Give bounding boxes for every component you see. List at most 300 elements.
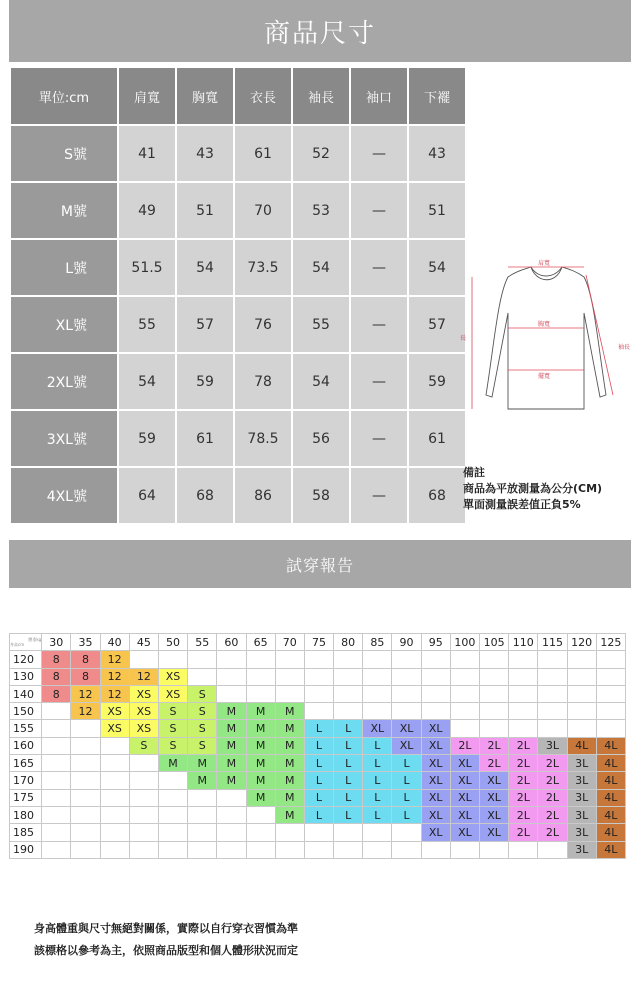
size-label: 3XL號: [10, 410, 118, 467]
measurement-cell: 43: [408, 125, 466, 182]
size-label: 2XL號: [10, 353, 118, 410]
measurement-cell: 54: [176, 239, 234, 296]
weight-header: 100: [450, 634, 479, 651]
fit-cell: M: [246, 772, 275, 789]
fit-cell: [363, 651, 392, 668]
fit-cell: 2L: [538, 772, 567, 789]
fit-row: [10, 737, 626, 754]
fit-cell: [246, 668, 275, 685]
fit-cell: [304, 668, 333, 685]
column-header: 袖口: [350, 67, 408, 125]
fit-cell: [246, 685, 275, 702]
fit-cell: XS: [158, 685, 187, 702]
fit-cell: M: [275, 789, 304, 806]
column-header: 下襬: [408, 67, 466, 125]
fit-cell: [538, 720, 567, 737]
fit-cell: [538, 703, 567, 720]
fit-cell: 2L: [509, 772, 538, 789]
fit-cell: XL: [450, 789, 479, 806]
fit-cell: 4L: [567, 737, 596, 754]
fit-row: [10, 651, 626, 668]
measurement-cell: 70: [234, 182, 292, 239]
fit-cell: S: [158, 720, 187, 737]
fit-cell: 3L: [567, 806, 596, 823]
fit-cell: [596, 685, 625, 702]
height-label: 165: [10, 755, 42, 772]
measurement-cell: 43: [176, 125, 234, 182]
fit-cell: [217, 806, 246, 823]
section-title-size: 商品尺寸: [9, 0, 631, 62]
measurement-cell: 57: [408, 296, 466, 353]
fit-cell: [480, 685, 509, 702]
fit-cell: [158, 651, 187, 668]
fit-cell: [217, 651, 246, 668]
fit-cell: [42, 703, 71, 720]
weight-header: 125: [596, 634, 625, 651]
weight-header: 90: [392, 634, 421, 651]
fit-cell: [421, 685, 450, 702]
fit-cell: L: [334, 789, 363, 806]
fit-cell: M: [217, 720, 246, 737]
fit-cell: XS: [100, 703, 129, 720]
fit-cell: 4L: [596, 806, 625, 823]
fit-cell: [363, 824, 392, 841]
height-label: 180: [10, 806, 42, 823]
fit-cell: M: [217, 737, 246, 754]
fit-cell: 2L: [450, 737, 479, 754]
fit-cell: XL: [480, 824, 509, 841]
fit-cell: L: [334, 806, 363, 823]
fit-cell: [509, 720, 538, 737]
fit-cell: [480, 720, 509, 737]
fit-cell: XL: [480, 789, 509, 806]
unit-header: 單位:cm: [10, 67, 118, 125]
fit-cell: [100, 789, 129, 806]
fit-cell: [246, 651, 275, 668]
fit-cell: [129, 841, 158, 858]
fit-cell: [304, 824, 333, 841]
fit-cell: XL: [480, 806, 509, 823]
fit-cell: 2L: [538, 755, 567, 772]
fit-cell: [71, 789, 100, 806]
fit-cell: [158, 772, 187, 789]
fit-cell: M: [275, 720, 304, 737]
fit-cell: XL: [421, 720, 450, 737]
fit-cell: [129, 651, 158, 668]
fit-cell: L: [392, 772, 421, 789]
fit-cell: 3L: [567, 824, 596, 841]
fit-cell: L: [363, 772, 392, 789]
measurement-cell: 61: [234, 125, 292, 182]
size-row: [10, 467, 466, 524]
measurement-cell: 56: [292, 410, 350, 467]
fit-row: [10, 720, 626, 737]
fit-cell: [275, 685, 304, 702]
measurement-cell: 51: [176, 182, 234, 239]
fit-cell: 8: [42, 685, 71, 702]
measurement-cell: 61: [176, 410, 234, 467]
fit-chart: [9, 633, 626, 859]
measurement-cell: 55: [118, 296, 176, 353]
fit-cell: [509, 841, 538, 858]
fit-cell: M: [246, 737, 275, 754]
fit-cell: [304, 651, 333, 668]
fit-cell: [217, 824, 246, 841]
fit-cell: [392, 685, 421, 702]
weight-header: 30: [42, 634, 71, 651]
fit-cell: [188, 668, 217, 685]
fit-cell: XS: [158, 668, 187, 685]
fit-cell: [246, 824, 275, 841]
fit-cell: L: [304, 737, 333, 754]
fit-cell: XL: [421, 772, 450, 789]
fit-cell: [334, 841, 363, 858]
fit-cell: [275, 668, 304, 685]
measurement-cell: 51.5: [118, 239, 176, 296]
diagram-label-shoulder: 肩寬: [538, 260, 551, 267]
measurement-cell: 57: [176, 296, 234, 353]
fit-cell: [275, 824, 304, 841]
fit-cell: [129, 824, 158, 841]
height-label: 190: [10, 841, 42, 858]
height-label: 175: [10, 789, 42, 806]
size-label: S號: [10, 125, 118, 182]
weight-header: 65: [246, 634, 275, 651]
fit-cell: [450, 703, 479, 720]
notes-line-2: 單面測量誤差值正負5%: [463, 498, 581, 511]
fit-cell: [188, 841, 217, 858]
fit-cell: [275, 841, 304, 858]
corner-height-label: 身高cm: [10, 642, 25, 648]
size-row: [10, 410, 466, 467]
weight-header: 120: [567, 634, 596, 651]
weight-header: 55: [188, 634, 217, 651]
weight-header: 80: [334, 634, 363, 651]
footnote-1: 身高體重與尺寸無絕對關係，實際以自行穿衣習慣為準: [34, 922, 298, 935]
measurement-cell: 61: [408, 410, 466, 467]
fit-cell: XL: [421, 789, 450, 806]
measurement-cell: 54: [408, 239, 466, 296]
fit-cell: XL: [392, 737, 421, 754]
weight-header: 50: [158, 634, 187, 651]
fit-cell: XL: [363, 720, 392, 737]
fit-cell: M: [158, 755, 187, 772]
fit-cell: M: [246, 720, 275, 737]
fit-cell: [567, 720, 596, 737]
fit-row: [10, 824, 626, 841]
fit-cell: [450, 720, 479, 737]
weight-header: 45: [129, 634, 158, 651]
fit-cell: [71, 720, 100, 737]
measurement-cell: —: [350, 296, 408, 353]
weight-header: 110: [509, 634, 538, 651]
fit-cell: [217, 841, 246, 858]
fit-cell: [480, 703, 509, 720]
fit-cell: [480, 651, 509, 668]
height-label: 140: [10, 685, 42, 702]
fit-cell: 3L: [567, 772, 596, 789]
weight-header: 85: [363, 634, 392, 651]
fit-cell: M: [246, 703, 275, 720]
fit-cell: L: [363, 806, 392, 823]
fit-cell: XL: [421, 824, 450, 841]
fit-cell: [100, 737, 129, 754]
fit-cell: [334, 685, 363, 702]
fit-cell: [450, 651, 479, 668]
fit-cell: [567, 703, 596, 720]
fit-cell: L: [304, 806, 333, 823]
fit-cell: [304, 841, 333, 858]
fit-cell: L: [304, 789, 333, 806]
fit-row: [10, 755, 626, 772]
fit-cell: [392, 703, 421, 720]
fit-cell: 12: [100, 668, 129, 685]
fit-cell: [538, 841, 567, 858]
fit-cell: [421, 651, 450, 668]
fit-cell: [42, 841, 71, 858]
weight-header: 115: [538, 634, 567, 651]
measurement-cell: —: [350, 353, 408, 410]
measurement-cell: 59: [408, 353, 466, 410]
fit-cell: [538, 668, 567, 685]
fit-cell: S: [188, 737, 217, 754]
fit-corner: [10, 634, 42, 651]
fit-cell: 4L: [596, 737, 625, 754]
fit-cell: L: [392, 789, 421, 806]
diagram-label-chest: 胸寬: [538, 321, 551, 328]
fit-row: [10, 668, 626, 685]
fit-cell: [129, 755, 158, 772]
fit-cell: [596, 720, 625, 737]
notes-line-1: 商品為平放測量為公分(CM): [463, 482, 603, 495]
fit-cell: XL: [480, 772, 509, 789]
measurement-cell: —: [350, 182, 408, 239]
fit-cell: [71, 806, 100, 823]
measurement-cell: —: [350, 239, 408, 296]
column-header: 袖長: [292, 67, 350, 125]
corner-weight-label: 體重kg: [28, 637, 42, 643]
fit-cell: L: [334, 772, 363, 789]
fit-cell: [42, 806, 71, 823]
fit-cell: M: [275, 755, 304, 772]
fit-cell: [480, 668, 509, 685]
weight-header: 70: [275, 634, 304, 651]
size-label: L號: [10, 239, 118, 296]
height-label: 130: [10, 668, 42, 685]
fit-cell: [188, 789, 217, 806]
fit-cell: L: [363, 737, 392, 754]
measurement-cell: 64: [118, 467, 176, 524]
shirt-outline: [486, 267, 606, 409]
fit-cell: [217, 789, 246, 806]
fit-cell: S: [188, 703, 217, 720]
fit-cell: [567, 668, 596, 685]
fit-cell: 2L: [538, 806, 567, 823]
fit-cell: 2L: [538, 789, 567, 806]
fit-cell: XL: [450, 755, 479, 772]
measurement-cell: 41: [118, 125, 176, 182]
measurement-cell: —: [350, 125, 408, 182]
fit-cell: [71, 824, 100, 841]
height-label: 160: [10, 737, 42, 754]
fit-cell: [42, 737, 71, 754]
fit-cell: [538, 685, 567, 702]
fit-cell: XL: [450, 806, 479, 823]
measurement-cell: 53: [292, 182, 350, 239]
fit-cell: S: [129, 737, 158, 754]
measurement-cell: 59: [118, 410, 176, 467]
fit-cell: [450, 685, 479, 702]
column-header: 肩寬: [118, 67, 176, 125]
fit-row: [10, 772, 626, 789]
fit-cell: S: [158, 737, 187, 754]
fit-cell: L: [392, 755, 421, 772]
fit-cell: 3L: [567, 789, 596, 806]
fit-cell: M: [217, 703, 246, 720]
size-label: XL號: [10, 296, 118, 353]
size-row: [10, 125, 466, 182]
garment-diagram: [458, 195, 636, 435]
fit-cell: XL: [392, 720, 421, 737]
fit-cell: [158, 824, 187, 841]
fit-cell: 12: [100, 651, 129, 668]
measurement-cell: 68: [408, 467, 466, 524]
fit-cell: [246, 841, 275, 858]
fit-cell: 3L: [538, 737, 567, 754]
size-row: [10, 239, 466, 296]
measurement-cell: 54: [292, 239, 350, 296]
fit-cell: [42, 772, 71, 789]
fit-cell: L: [334, 720, 363, 737]
fit-cell: XS: [100, 720, 129, 737]
fit-cell: M: [188, 772, 217, 789]
fit-cell: M: [217, 755, 246, 772]
fit-cell: M: [246, 789, 275, 806]
fit-cell: [100, 841, 129, 858]
fit-cell: [42, 824, 71, 841]
measurement-cell: 73.5: [234, 239, 292, 296]
fit-cell: [42, 720, 71, 737]
fit-cell: [100, 806, 129, 823]
weight-header: 105: [480, 634, 509, 651]
measurement-cell: 51: [408, 182, 466, 239]
fit-cell: 4L: [596, 824, 625, 841]
weight-header: 40: [100, 634, 129, 651]
fit-cell: 4L: [596, 789, 625, 806]
fit-cell: [304, 703, 333, 720]
fit-row: [10, 685, 626, 702]
measurement-cell: 54: [118, 353, 176, 410]
fit-cell: [71, 772, 100, 789]
fit-cell: 12: [71, 703, 100, 720]
fit-cell: [129, 789, 158, 806]
column-header: 衣長: [234, 67, 292, 125]
measurement-cell: —: [350, 410, 408, 467]
fit-cell: [129, 772, 158, 789]
fit-cell: L: [304, 720, 333, 737]
fit-cell: [71, 841, 100, 858]
weight-header: 35: [71, 634, 100, 651]
fit-cell: 4L: [596, 755, 625, 772]
fit-cell: XL: [421, 737, 450, 754]
fit-cell: S: [188, 685, 217, 702]
fit-cell: 8: [71, 668, 100, 685]
fit-cell: S: [158, 703, 187, 720]
size-row: [10, 296, 466, 353]
fit-cell: [509, 703, 538, 720]
fit-cell: M: [246, 755, 275, 772]
fit-cell: L: [334, 755, 363, 772]
diagram-label-sleeve: 袖長: [618, 344, 631, 351]
fit-cell: 2L: [480, 737, 509, 754]
fit-cell: [188, 824, 217, 841]
diagram-label-length: 長: [460, 335, 467, 342]
fit-cell: [334, 651, 363, 668]
height-label: 185: [10, 824, 42, 841]
fit-cell: [188, 806, 217, 823]
fit-row: [10, 703, 626, 720]
fit-cell: M: [275, 703, 304, 720]
measurement-cell: 78: [234, 353, 292, 410]
fit-cell: [334, 668, 363, 685]
fit-cell: [275, 651, 304, 668]
fit-row: [10, 806, 626, 823]
fit-cell: [100, 772, 129, 789]
size-label: M號: [10, 182, 118, 239]
size-row: [10, 353, 466, 410]
fit-cell: [596, 703, 625, 720]
measurement-cell: —: [350, 467, 408, 524]
footnote-2: 該標格以參考為主，依照商品版型和個人體形狀況而定: [34, 944, 298, 957]
fit-cell: XL: [421, 806, 450, 823]
fit-cell: 12: [71, 685, 100, 702]
fit-row: [10, 841, 626, 858]
fit-cell: [100, 824, 129, 841]
fit-cell: 8: [42, 668, 71, 685]
fit-cell: [509, 668, 538, 685]
fit-cell: 2L: [480, 755, 509, 772]
fit-cell: L: [334, 737, 363, 754]
fit-cell: 8: [71, 651, 100, 668]
fit-cell: L: [363, 789, 392, 806]
fit-cell: [42, 755, 71, 772]
fit-cell: M: [275, 772, 304, 789]
fit-cell: [392, 668, 421, 685]
fit-cell: 4L: [596, 841, 625, 858]
fit-cell: XL: [421, 755, 450, 772]
fit-cell: [363, 668, 392, 685]
fit-cell: M: [188, 755, 217, 772]
fit-cell: [158, 841, 187, 858]
fit-cell: S: [188, 720, 217, 737]
column-header: 胸寬: [176, 67, 234, 125]
measurement-cell: 49: [118, 182, 176, 239]
fit-cell: [392, 841, 421, 858]
fit-cell: [158, 806, 187, 823]
diagram-label-hem: 擺寬: [538, 373, 551, 380]
fit-cell: 2L: [509, 789, 538, 806]
fit-cell: [217, 668, 246, 685]
fit-cell: [158, 789, 187, 806]
fit-cell: [392, 824, 421, 841]
fit-cell: [71, 737, 100, 754]
fit-cell: [421, 668, 450, 685]
fit-cell: L: [392, 806, 421, 823]
size-row: [10, 182, 466, 239]
fit-cell: [450, 668, 479, 685]
section-title-trial: 試穿報告: [9, 540, 631, 588]
measurement-cell: 54: [292, 353, 350, 410]
